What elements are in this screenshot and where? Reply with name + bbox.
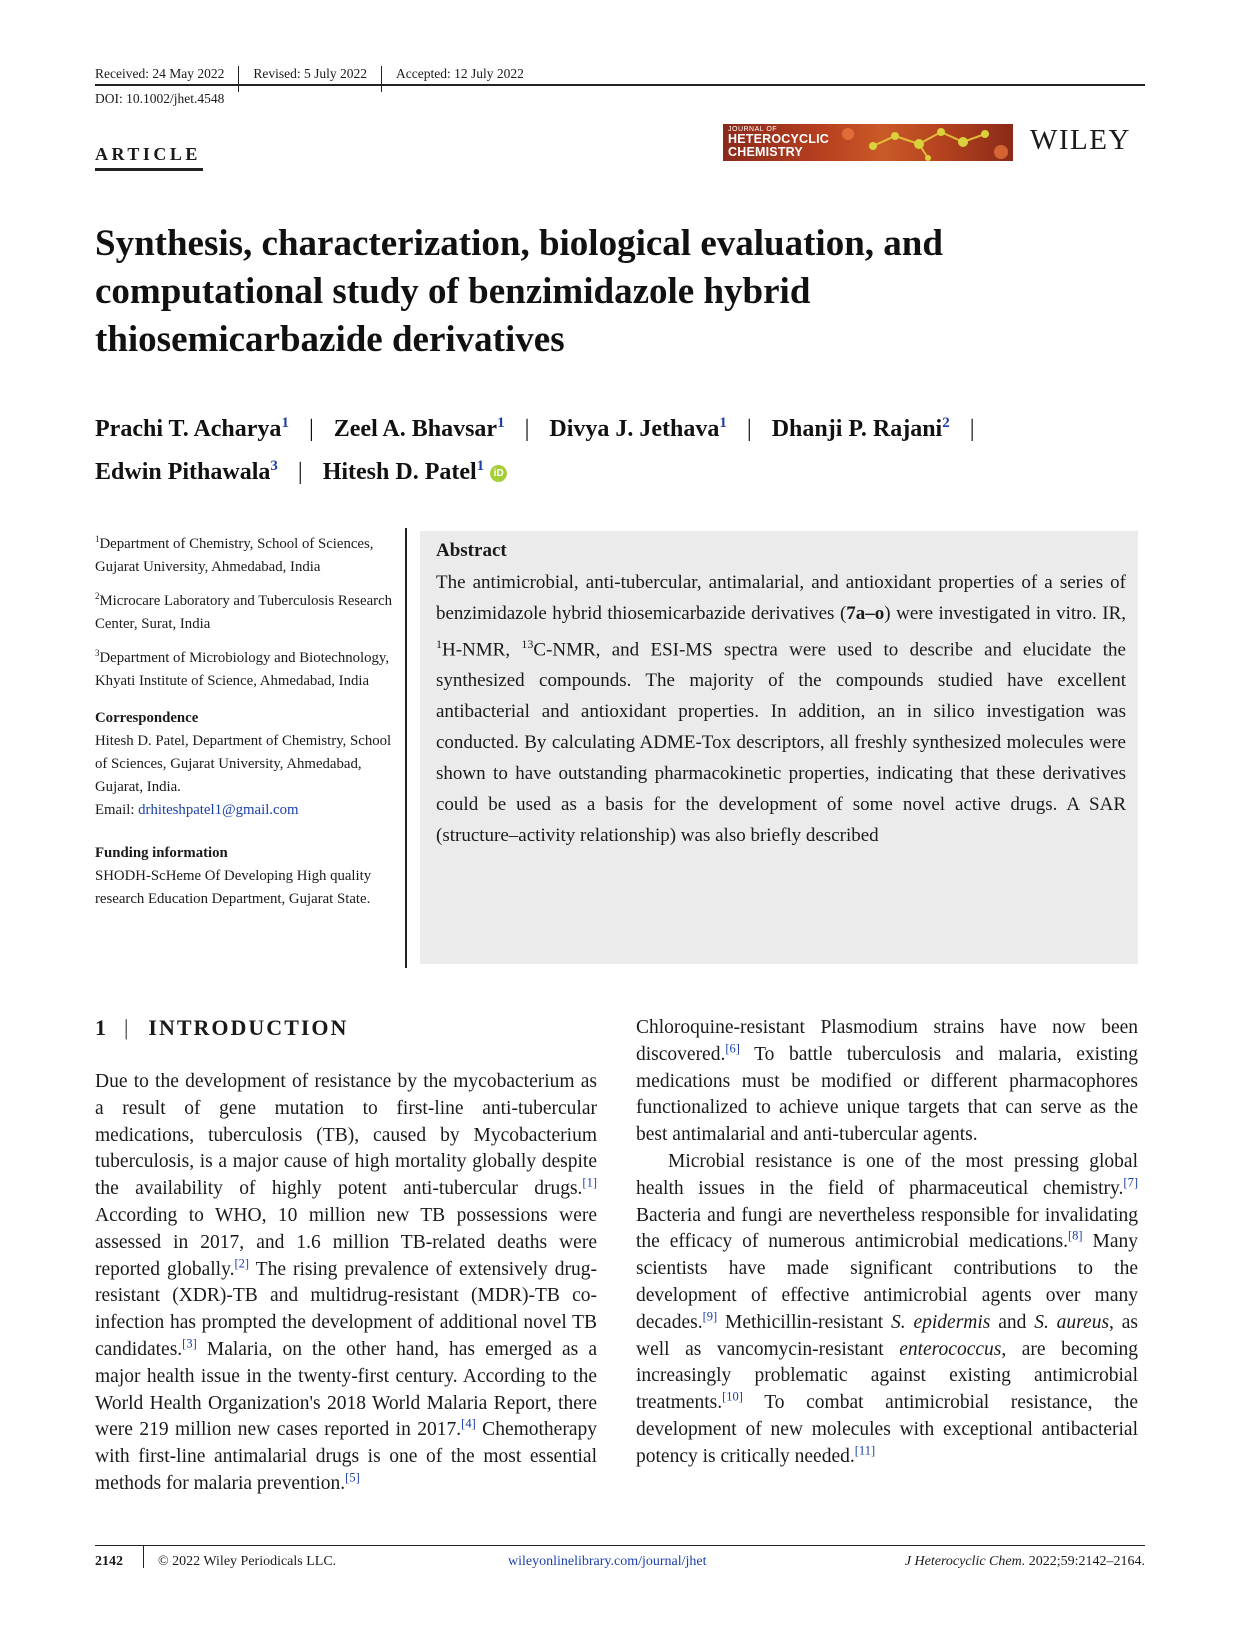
section-label: ARTICLE <box>95 144 201 164</box>
email-link[interactable]: drhiteshpatel1@gmail.com <box>138 801 299 818</box>
journal-citation: J Heterocyclic Chem. 2022;59:2142–2164. <box>904 1554 1145 1569</box>
citation-link[interactable]: [7] <box>1123 1175 1138 1190</box>
publisher-logo: WILEY <box>1030 124 1131 156</box>
revised-date: Revised: 5 July 2022 <box>253 66 367 81</box>
citation-link[interactable]: [11] <box>854 1443 876 1458</box>
column-divider <box>405 528 407 968</box>
author-affil[interactable]: 2 <box>942 415 950 431</box>
affiliation: $^3$Department of Microbiology and Biotechnology, Khyati Institute of Science, Ahmedabad, India <box>95 647 390 689</box>
author-affil[interactable]: 1 <box>719 415 727 431</box>
footer-rule <box>95 1545 1145 1546</box>
citation-link[interactable]: [2] <box>234 1256 250 1271</box>
affiliation: $^2$Microcare Laboratory and Tuberculosis Research Center, Surat, India <box>95 590 393 632</box>
accepted-date: Accepted: 12 July 2022 <box>395 66 524 81</box>
page-number: 2142 <box>95 1554 123 1569</box>
orcid-icon[interactable]: iD <box>490 465 507 482</box>
citation-link[interactable]: [3] <box>182 1336 197 1351</box>
footer-divider <box>143 1545 144 1568</box>
citation-link[interactable]: [5] <box>345 1470 360 1485</box>
author-name: Hitesh D. Patel <box>322 459 477 485</box>
journal-logo-text: JOURNAL OF HETEROCYCLIC CHEMISTRY <box>728 126 830 159</box>
author-affil[interactable]: 1 <box>281 415 289 431</box>
author-affil[interactable]: 3 <box>270 458 278 474</box>
section-label-underline <box>95 168 203 171</box>
copyright: © 2022 Wiley Periodicals LLC. <box>158 1554 337 1569</box>
paragraph: Chloroquine-resistant Plasmodium strains have now been discovered.[6] To battle tuberculosis and malaria, existing medications must be modified or different pharmacophores functionalized to achieve unique targets that can serve as the best antimalarial and anti-tubercular agents. <box>636 1017 1138 1146</box>
intro-left-column: Due to the development of resistance by the mycobacterium as a result of gene mutation to first-line anti-tubercular medications, tuberculosis (TB), caused by Mycobacterium tuberculosis, is a major cause of high mortality globally despite the availability of highly potent anti-tubercular drugs.[1] According to WHO, 10 million new TB possessions were assessed in 2017, and 1.6 million TB-related deaths were reported globally.[2] The rising prevalence of extensively drug-resistant (XDR)-TB and multidrug-resistant (MDR)-TB co-infection has prompted the development of additional novel TB candidates.[3] Malaria, on the other hand, has emerged as a major health issue in the twenty-first century. According to the World Health Organization's 2018 World Malaria Report, there were 219 million new cases reported in 2017.[4] Chemotherapy with first-line antimalarial drugs is one of the most essential methods for malaria prevention.[5] <box>95 1071 598 1494</box>
abstract-heading: Abstract <box>436 540 507 561</box>
paragraph: Microbial resistance is one of the most pressing global health issues in the field of pharmaceutical chemistry.[7] Bacteria and fungi are nevertheless responsible for invalidating the efficacy of numerous antimicrobial medications.[8] Many scientists have made significant contributions to the development of effective antimicrobial agents over many decades.[9] Methicillin-resistant S. epidermis and S. aureus, as well as vancomycin-resistant enterococcus, are becoming increasingly problematic against existing antimicrobial treatments.[10] To combat antimicrobial resistance, the development of new molecules with exceptional antibacterial potency is critically needed.[11] <box>636 1150 1139 1467</box>
author-affil[interactable]: 1 <box>497 415 505 431</box>
journal-logo <box>723 124 1013 161</box>
correspondence-text: Hitesh D. Patel, Department of Chemistry, School of Sciences, Gujarat University, Ahmedabad, Gujarat, India. <box>95 732 392 795</box>
affiliation: $^1$Department of Chemistry, School of Sciences, Gujarat University, Ahmedabad, India <box>95 534 374 575</box>
abstract-text: The antimicrobial, anti-tubercular, antimalarial, and antioxidant properties of a series of benzimidazole hybrid thiosemicarbazide derivatives (7a–o) were investigated in vitro. IR, $^1$H-NMR, $^{13}$C-NMR, and ESI-MS spectra were used to describe and elucidate the synthesized compounds. The majority of the compounds studied have excellent antibacterial and antioxidant properties. In addition, an in silico investigation was conducted. By calculating ADME-Tox descriptors, all freshly synthesized molecules were shown to have outstanding pharmacokinetic properties, indicating that these derivatives could be used as a basis for the development of some novel active drugs. A SAR (structure–activity relationship) was also briefly described <box>436 572 1126 847</box>
paper-title: Synthesis, characterization, biological evaluation, and computational study of benzimidazole hybrid thiosemicarbazide derivatives <box>95 223 943 360</box>
intro-right-column <box>636 1015 1138 1471</box>
received-date: Received: 24 May 2022 <box>95 66 225 81</box>
email-line: Email: drhiteshpatel1@gmail.com <box>95 801 299 818</box>
citation-link[interactable]: [1] <box>582 1175 597 1190</box>
journal-url-link[interactable]: wileyonlinelibrary.com/journal/jhet <box>508 1554 707 1569</box>
author-name: Prachi T. Acharya <box>95 416 282 442</box>
divider <box>381 66 382 92</box>
affiliations-panel <box>95 528 395 911</box>
divider <box>238 66 239 92</box>
citation-link[interactable]: [9] <box>702 1309 718 1324</box>
section-heading: 1 | INTRODUCTION <box>95 1015 349 1040</box>
citation-link[interactable]: [10] <box>722 1389 743 1404</box>
author-name: Zeel A. Bhavsar <box>333 416 498 442</box>
author-affil[interactable]: 1 <box>476 458 485 474</box>
author-name: Dhanji P. Rajani <box>771 416 943 442</box>
funding-label: Funding information <box>95 844 228 861</box>
doi: DOI: 10.1002/jhet.4548 <box>95 91 225 106</box>
header-rule <box>95 84 1145 86</box>
author-name: Divya J. Jethava <box>549 416 720 442</box>
citation-link[interactable]: [4] <box>461 1416 476 1431</box>
correspondence-label: Correspondence <box>95 709 199 726</box>
citation-link[interactable]: [6] <box>725 1041 740 1056</box>
author-list: Prachi T. Acharya$^1$ | Zeel A. Bhavsar$^1$ | Divya J. Jethava$^1$ | Dhanji P. Rajani$^2$ | Edwin Pithawala$^3$ | Hitesh D. Patel$^1$ iD <box>95 415 975 485</box>
author-name: Edwin Pithawala <box>95 459 271 485</box>
citation-link[interactable]: [8] <box>1068 1228 1083 1243</box>
funding-text: SHODH-ScHeme Of Developing High quality research Education Department, Gujarat State. <box>95 867 372 907</box>
